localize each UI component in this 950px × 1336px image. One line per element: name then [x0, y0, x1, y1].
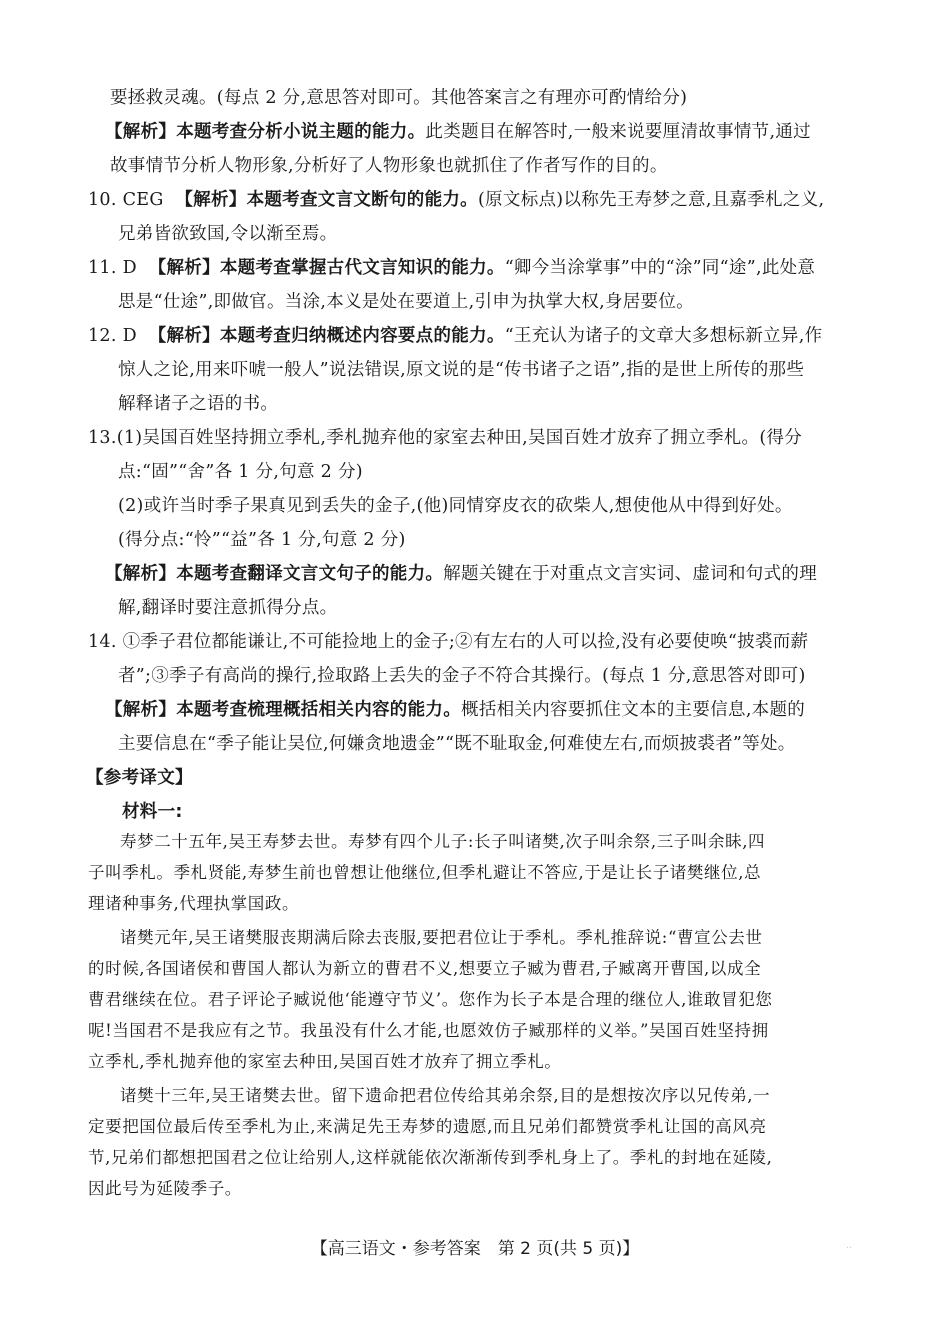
q11-number: 11. D — [88, 258, 137, 278]
q9-analysis-line — [105, 119, 811, 145]
footer-text: 【高三语文・参考答案 第 2 页(共 5 页)】 — [310, 1239, 640, 1259]
analysis-text: 概括相关内容要抓住文本的主要信息,本题的 — [461, 700, 806, 720]
translation-heading: 【参考译文】 — [86, 768, 193, 788]
page-footer — [0, 1236, 950, 1262]
analysis-text: “王充认为诸子的文章大多想标新立异,作 — [504, 326, 823, 346]
translation-p1-line: 理诸种事务,代理执掌国政。 — [88, 894, 300, 913]
translation-p3-line: 诸樊十三年,吴王诸樊去世。留下遗命把君位传给其弟余祭,目的是想按次序以兄传弟,一 — [120, 1086, 771, 1105]
analysis-title: 本题考查归纳概述内容要点的能力。 — [219, 326, 505, 346]
analysis-tag: 【解析】 — [105, 700, 177, 720]
q12-line-3: 解释诸子之语的书。 — [118, 394, 279, 414]
q13-line-2: 点:“固”“舍”各 1 分,句意 2 分) — [118, 462, 363, 482]
analysis-text: “卿今当涂掌事”中的“涂”同“途”,此处意 — [504, 258, 816, 278]
q13-line-3: (2)或许当时季子果真见到丢失的金子,(他)同情穿皮衣的砍柴人,想使他从中得到好处。 — [118, 496, 793, 516]
translation-p2-line: 的时候,各国诸侯和曹国人都认为新立的曹君不义,想要立子臧为曹君,子臧离开曹国,以成全 — [88, 959, 762, 978]
q10-line-2: 兄弟皆欲致国,令以渐至焉。 — [118, 224, 338, 244]
q12-number: 12. D — [88, 326, 137, 346]
faint-mark: ‥ — [846, 1241, 853, 1251]
q13-analysis-cont: 解,翻译时要注意抓得分点。 — [118, 598, 338, 618]
analysis-tag: 【解析】 — [105, 564, 177, 584]
q13-analysis-line — [105, 561, 817, 587]
translation-p3-line: 节,兄弟们都想把国君之位让给别人,这样就能依次渐渐传到季札身上了。季札的封地在延陵, — [88, 1148, 773, 1167]
q13-line-4: (得分点:“怜”“益”各 1 分,句意 2 分) — [118, 530, 406, 550]
translation-p1-line: 寿梦二十五年,吴王寿梦去世。寿梦有四个儿子:长子叫诸樊,次子叫余祭,三子叫余眛,四 — [120, 832, 766, 851]
q14-line-1: 14. ①季子君位都能谦让,不可能捡地上的金子;②有左右的人可以捡,没有必要使唤“披裘而薪 — [88, 632, 809, 652]
analysis-tag: 【解析】 — [148, 258, 220, 278]
q12-line — [88, 323, 822, 349]
q12-line-2: 惊人之论,用来吓唬一般人”说法错误,原文说的是“传书诸子之语”,指的是世上所传的那些 — [118, 360, 805, 380]
analysis-title: 本题考查分析小说主题的能力。 — [176, 122, 426, 142]
q10-line — [88, 187, 824, 213]
analysis-text: 解题关键在于对重点文言实词、虚词和句式的理 — [443, 564, 818, 584]
analysis-text: 此类题目在解答时,一般来说要厘清故事情节,通过 — [425, 122, 811, 142]
q14-analysis-cont: 主要信息在“季子能让吴位,何嫌贪地遗金”“既不耻取金,何难使左右,而烦披裘者”等处。 — [118, 734, 796, 754]
analysis-text: (原文标点)以称先王寿梦之意,且嘉季札之义, — [477, 190, 825, 210]
q13-line-1: 13.(1)吴国百姓坚持拥立季札,季札抛弃他的家室去种田,吴国百姓才放弃了拥立季札。(得分 — [88, 428, 803, 448]
analysis-tag: 【解析】 — [105, 122, 177, 142]
translation-p2-line: 曹君继续在位。君子评论子臧说他‘能遵守节义’。您作为长子本是合理的继位人,谁敢冒犯您 — [88, 990, 773, 1009]
q14-line-2: 者”;③季子有高尚的操行,捡取路上丢失的金子不符合其操行。(每点 1 分,意思答对即可) — [118, 666, 806, 686]
translation-p2-line: 呢!当国君不是我应有之节。我虽没有什么才能,也愿效仿子臧那样的义举。”吴国百姓坚持拥 — [88, 1021, 769, 1040]
translation-p3-line: 因此号为延陵季子。 — [88, 1179, 242, 1198]
translation-p2-line: 立季札,季札抛弃他的家室去种田,吴国百姓才放弃了拥立季札。 — [88, 1052, 562, 1071]
analysis-title: 本题考查文言文断句的能力。 — [246, 190, 478, 210]
q11-line — [88, 255, 815, 281]
q10-number: 10. CEG — [88, 190, 164, 210]
q9-answer-line: 要拯救灵魂。(每点 2 分,意思答对即可。其他答案言之有理亦可酌情给分) — [110, 88, 688, 108]
analysis-title: 本题考查掌握古代文言知识的能力。 — [219, 258, 505, 278]
analysis-title: 本题考查梳理概括相关内容的能力。 — [176, 700, 462, 720]
analysis-title: 本题考查翻译文言文句子的能力。 — [176, 564, 444, 584]
translation-p2-line: 诸樊元年,吴王诸樊服丧期满后除去丧服,要把君位让于季札。季札推辞说:“曹宣公去世 — [120, 928, 763, 947]
analysis-tag: 【解析】 — [148, 326, 220, 346]
material-one-label: 材料一: — [122, 802, 183, 822]
translation-p1-line: 子叫季札。季札贤能,寿梦生前也曾想让他继位,但季札避让不答应,于是让长子诸樊继位,总 — [88, 863, 762, 882]
q11-line-2: 思是“仕途”,即做官。当涂,本义是处在要道上,引申为执掌大权,身居要位。 — [118, 292, 694, 312]
analysis-tag: 【解析】 — [175, 190, 247, 210]
translation-p3-line: 定要把国位最后传至季札为止,来满足先王寿梦的遗愿,而且兄弟们都赞赏季札让国的高风亮 — [88, 1117, 767, 1136]
q9-analysis-cont: 故事情节分析人物形象,分析好了人物形象也就抓住了作者写作的目的。 — [110, 156, 668, 176]
q14-analysis-line — [105, 697, 805, 723]
